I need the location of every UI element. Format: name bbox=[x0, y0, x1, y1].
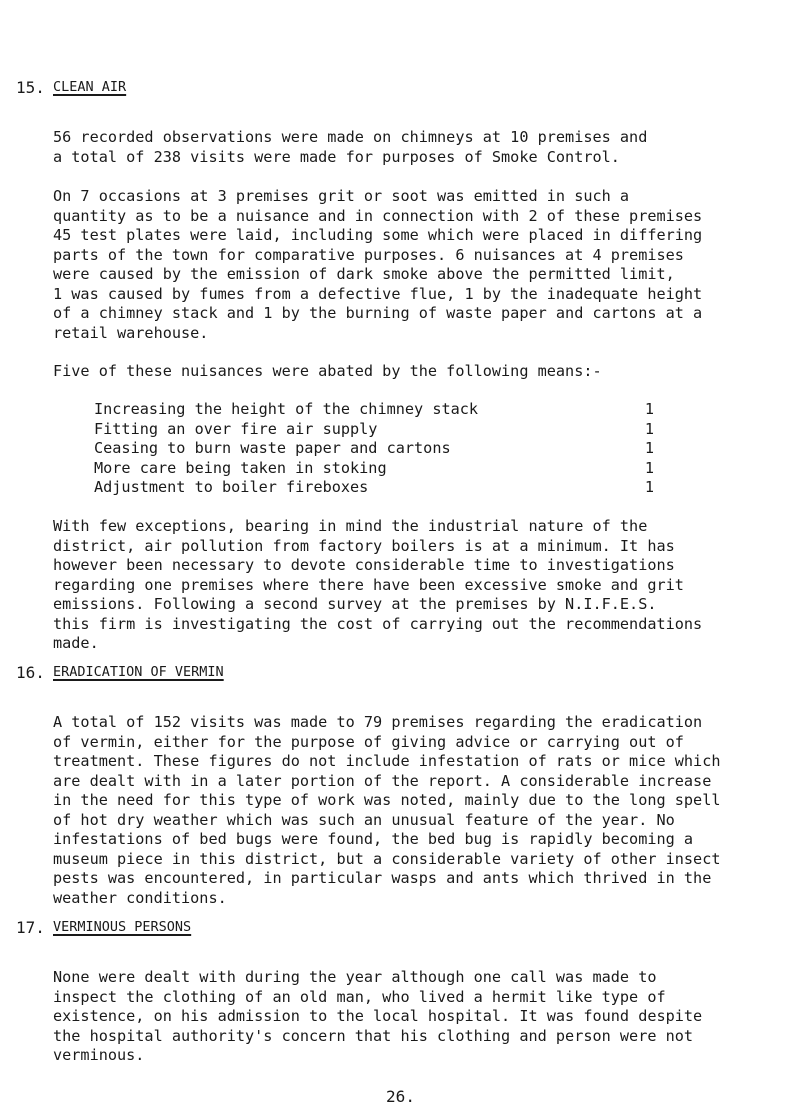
section-number: 17. bbox=[16, 918, 45, 937]
means-label: Ceasing to burn waste paper and cartons bbox=[94, 439, 451, 457]
means-label: More care being taken in stoking bbox=[94, 458, 387, 477]
means-count: 1 bbox=[644, 478, 654, 496]
section-title: VERMINOUS PERSONS bbox=[53, 919, 192, 935]
list-item bbox=[94, 400, 654, 420]
section-number: 15. bbox=[16, 78, 45, 97]
page-number: 26. bbox=[386, 1087, 415, 1106]
list-item bbox=[94, 420, 654, 440]
means-count: 1 bbox=[644, 458, 654, 477]
paragraph: None were dealt with during the year although one call was made to inspect the clothing of an old man, who lived a hermit like type of existence, on his admission to the local hospital. It was found despite the hospital authority's concern that his clothing and person were not verminous. bbox=[53, 968, 703, 1064]
section-number: 16. bbox=[16, 663, 45, 682]
means-count: 1 bbox=[644, 400, 654, 418]
section-title: CLEAN AIR bbox=[53, 79, 127, 95]
paragraph: Five of these nuisances were abated by the following means:- bbox=[53, 362, 602, 380]
abatement-means-list bbox=[94, 400, 654, 498]
paragraph: A total of 152 visits was made to 79 premises regarding the eradication of vermin, either for the purpose of giving advice or carrying out of treatment. These figures do not include infestation of rats or mice which are dealt with in a later portion of the report. A considerable increase in the need for this type of work was noted, mainly due to the long spell of hot dry weather which was such an unusual feature of the year. No infestations of bed bugs were found, the bed bug is rapidly becoming a museum piece in this district, but a considerable variety of other insect pests was encountered, in particular wasps and ants which thrived in the weather conditions. bbox=[53, 713, 721, 907]
means-label: Adjustment to boiler fireboxes bbox=[94, 478, 369, 496]
list-item bbox=[94, 478, 654, 498]
means-count: 1 bbox=[644, 439, 654, 457]
list-item bbox=[94, 439, 654, 459]
section-title: ERADICATION OF VERMIN bbox=[53, 664, 224, 680]
paragraph: 56 recorded observations were made on chimneys at 10 premises and a total of 238 visits were made for purposes of Smoke Control. bbox=[53, 128, 648, 166]
list-item bbox=[94, 459, 654, 479]
means-count: 1 bbox=[644, 419, 654, 438]
means-label: Increasing the height of the chimney stack bbox=[94, 400, 479, 418]
paragraph: With few exceptions, bearing in mind the industrial nature of the district, air pollution from factory boilers is at a minimum. It has however been necessary to devote considerable time to investigations regarding one premises where there have been excessive smoke and grit emissions. Following a second survey at the premises by N.I.F.E.S. this firm is investigating the cost of carrying out the recommendations made. bbox=[53, 517, 703, 652]
means-label: Fitting an over fire air supply bbox=[94, 419, 378, 438]
paragraph: On 7 occasions at 3 premises grit or soot was emitted in such a quantity as to be a nuisance and in connection with 2 of these premises 45 test plates were laid, including some which were placed in differing parts of the town for comparative purposes. 6 nuisances at 4 premises were caused by the emission of dark smoke above the permitted limit, 1 was caused by fumes from a defective flue, 1 by the inadequate height of a chimney stack and 1 by the burning of waste paper and cartons at a retail warehouse. bbox=[53, 187, 703, 342]
